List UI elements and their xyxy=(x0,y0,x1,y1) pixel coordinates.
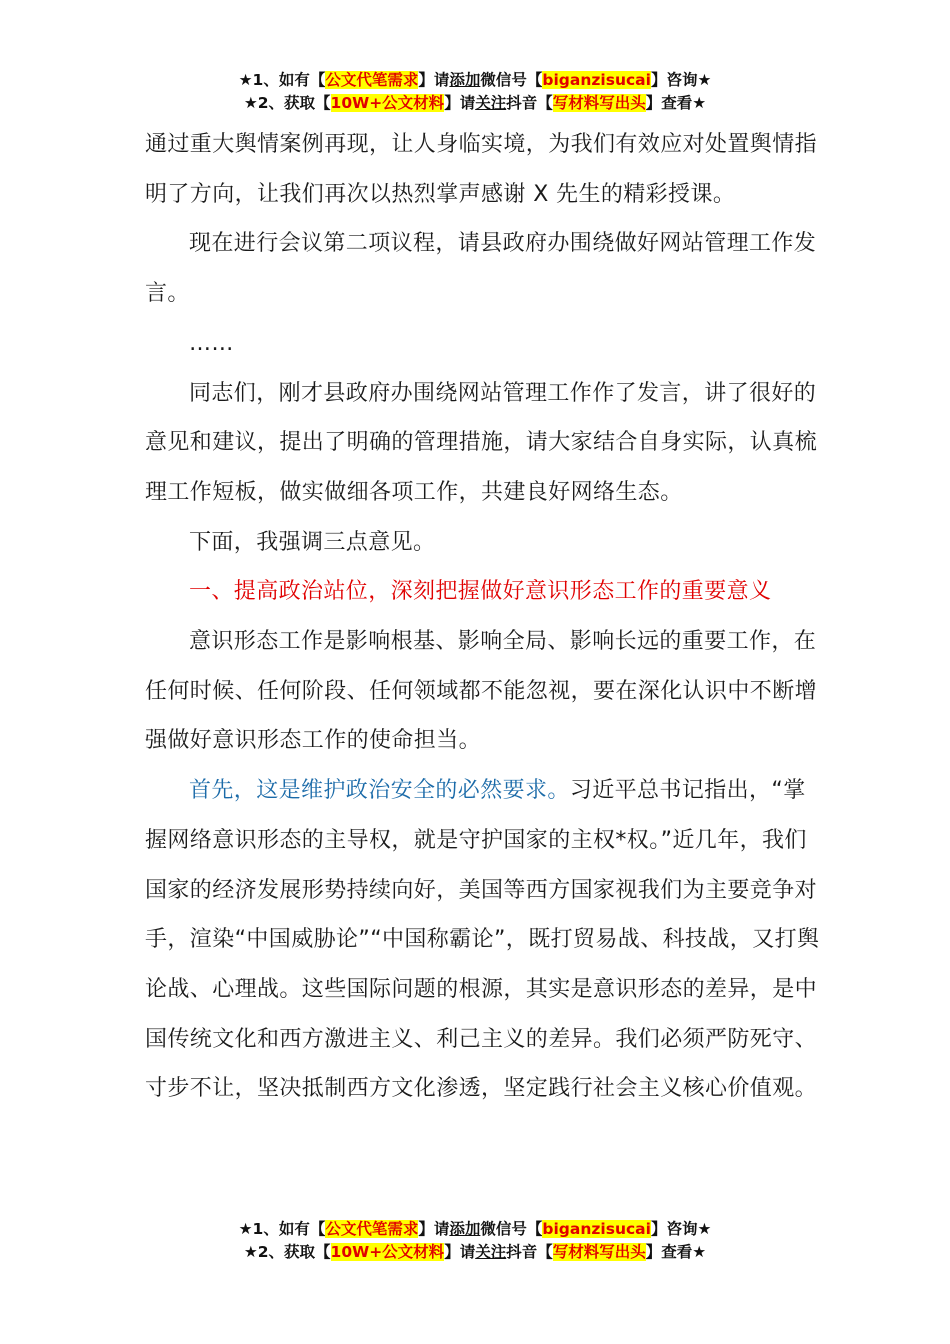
ad-highlight-wechat: biganzisucai xyxy=(542,1220,651,1238)
ad-line-1 xyxy=(0,1218,950,1241)
ad-text: 】请 xyxy=(444,1243,476,1261)
ad-highlight-service: 公文代笔需求 xyxy=(325,1220,419,1238)
ellipsis-paragraph: …… xyxy=(189,330,234,356)
ad-line-1 xyxy=(0,69,950,92)
ad-text: 2、获取【 xyxy=(257,94,331,112)
ad-text: 抖音【 xyxy=(506,1243,553,1261)
ad-highlight-wechat: biganzisucai xyxy=(542,71,651,89)
ad-emphasis: 添加 xyxy=(449,1220,481,1238)
ad-emphasis: 关注 xyxy=(475,1243,507,1261)
ad-text: 】请 xyxy=(444,94,476,112)
paragraph-body: 习近平总书记指出，“掌握网络意识形态的主导权，就是守护国家的主权*权。”近几年，我们国家的经济发展形势持续向好，美国等西方国家视我们为主要竞争对手，渲染“中国威胁论”“中国称霸论”，既打贸易战、科技战，又打舆论战、心理战。这些国际问题的根源，其实是意识形态的差异，是中国传统文化和西方激进主义、利己主义的差异。我们必须严防死守、寸步不让，坚决抵制西方文化渗透，坚定践行社会主义核心价值观。 xyxy=(145,778,820,1102)
ad-text: 2、获取【 xyxy=(257,1243,331,1261)
ad-emphasis: 关注 xyxy=(475,94,507,112)
ad-highlight-service: 公文代笔需求 xyxy=(325,71,419,89)
ad-text: 】请 xyxy=(418,1220,450,1238)
star-icon: ★ xyxy=(243,94,258,112)
section-heading: 一、提高政治站位，深刻把握做好意识形态工作的重要意义 xyxy=(189,579,772,605)
ad-text: 】请 xyxy=(418,71,450,89)
ad-highlight-douyin: 写材料写出头 xyxy=(552,94,646,112)
star-icon: ★ xyxy=(238,71,253,89)
ad-text: 】查看★ xyxy=(645,1243,707,1261)
ad-text: 1、如有【 xyxy=(252,1220,326,1238)
ad-text: 1、如有【 xyxy=(252,71,326,89)
ad-text: 】咨询★ xyxy=(650,71,712,89)
star-icon: ★ xyxy=(243,1243,258,1261)
ad-text: 】咨询★ xyxy=(650,1220,712,1238)
paragraph: 同志们，刚才县政府办围绕网站管理工作作了发言，讲了很好的意见和建议，提出了明确的管理措施，请大家结合自身实际，认真梳理工作短板，做实做细各项工作，共建良好网络生态。 xyxy=(145,380,818,505)
paragraph: 通过重大舆情案例再现，让人身临实境，为我们有效应对处置舆情指明了方向，让我们再次以热烈掌声感谢 X 先生的精彩授课。 xyxy=(145,132,818,207)
ad-highlight-douyin: 写材料写出头 xyxy=(552,1243,646,1261)
paragraph: 意识形态工作是影响根基、影响全局、影响长远的重要工作，在任何时候、任何阶段、任何领域都不能忽视，要在深化认识中不断增强做好意识形态工作的使命担当。 xyxy=(145,629,818,754)
ad-emphasis: 添加 xyxy=(449,71,481,89)
ad-text: 】查看★ xyxy=(645,94,707,112)
star-icon: ★ xyxy=(238,1220,253,1238)
paragraph: 下面，我强调三点意见。 xyxy=(189,529,436,555)
ad-text: 微信号【 xyxy=(480,1220,543,1238)
document-body xyxy=(145,120,825,1114)
ad-highlight-materials: 10W+公文材料 xyxy=(330,1243,445,1261)
ad-text: 微信号【 xyxy=(480,71,543,89)
ad-line-2 xyxy=(0,1241,950,1264)
ad-line-2 xyxy=(0,92,950,115)
ad-text: 抖音【 xyxy=(506,94,553,112)
paragraph-lead: 首先，这是维护政治安全的必然要求。 xyxy=(189,778,570,804)
paragraph xyxy=(145,766,825,1114)
paragraph: 现在进行会议第二项议程，请县政府办围绕做好网站管理工作发言。 xyxy=(145,231,817,307)
ad-banner-bottom xyxy=(0,1218,950,1264)
ad-highlight-materials: 10W+公文材料 xyxy=(330,94,445,112)
ad-banner-top xyxy=(0,69,950,115)
